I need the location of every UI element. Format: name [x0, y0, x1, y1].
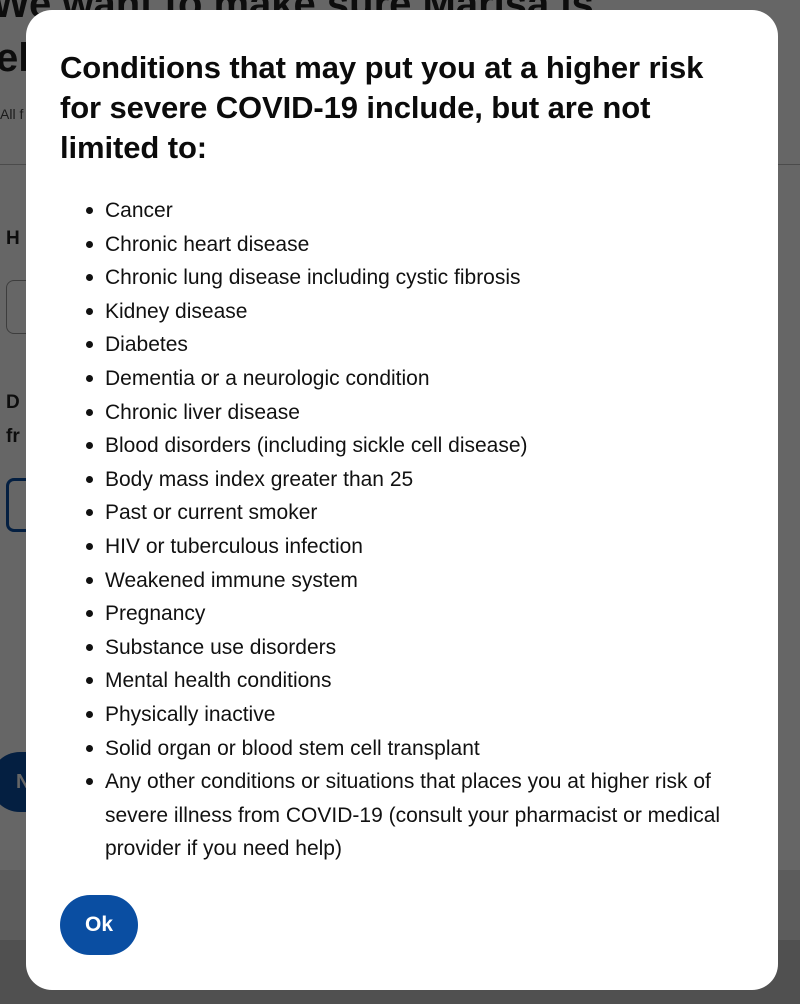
list-item: Pregnancy — [60, 597, 738, 631]
conditions-modal — [26, 10, 778, 990]
list-item: Cancer — [60, 194, 738, 228]
list-item: HIV or tuberculous infection — [60, 530, 738, 564]
list-item: Chronic liver disease — [60, 396, 738, 430]
list-item: Past or current smoker — [60, 496, 738, 530]
list-item: Diabetes — [60, 328, 738, 362]
list-item: Any other conditions or situations that places you at higher risk of severe illness from COVID-19 (consult your pharmacist or medical provider if you need help) — [60, 765, 738, 866]
list-item: Blood disorders (including sickle cell disease) — [60, 429, 738, 463]
modal-title: Conditions that may put you at a higher risk for severe COVID-19 include, but are not limited to: — [60, 50, 704, 165]
list-item: Physically inactive — [60, 698, 738, 732]
list-item: Dementia or a neurologic condition — [60, 362, 738, 396]
list-item: Chronic heart disease — [60, 228, 738, 262]
ok-button[interactable]: Ok — [60, 895, 138, 955]
list-item: Body mass index greater than 25 — [60, 463, 738, 497]
list-item: Solid organ or blood stem cell transplant — [60, 732, 738, 766]
list-item: Substance use disorders — [60, 631, 738, 665]
list-item: Chronic lung disease including cystic fibrosis — [60, 261, 738, 295]
conditions-list — [60, 194, 738, 866]
list-item: Kidney disease — [60, 295, 738, 329]
list-item: Mental health conditions — [60, 664, 738, 698]
list-item: Weakened immune system — [60, 564, 738, 598]
